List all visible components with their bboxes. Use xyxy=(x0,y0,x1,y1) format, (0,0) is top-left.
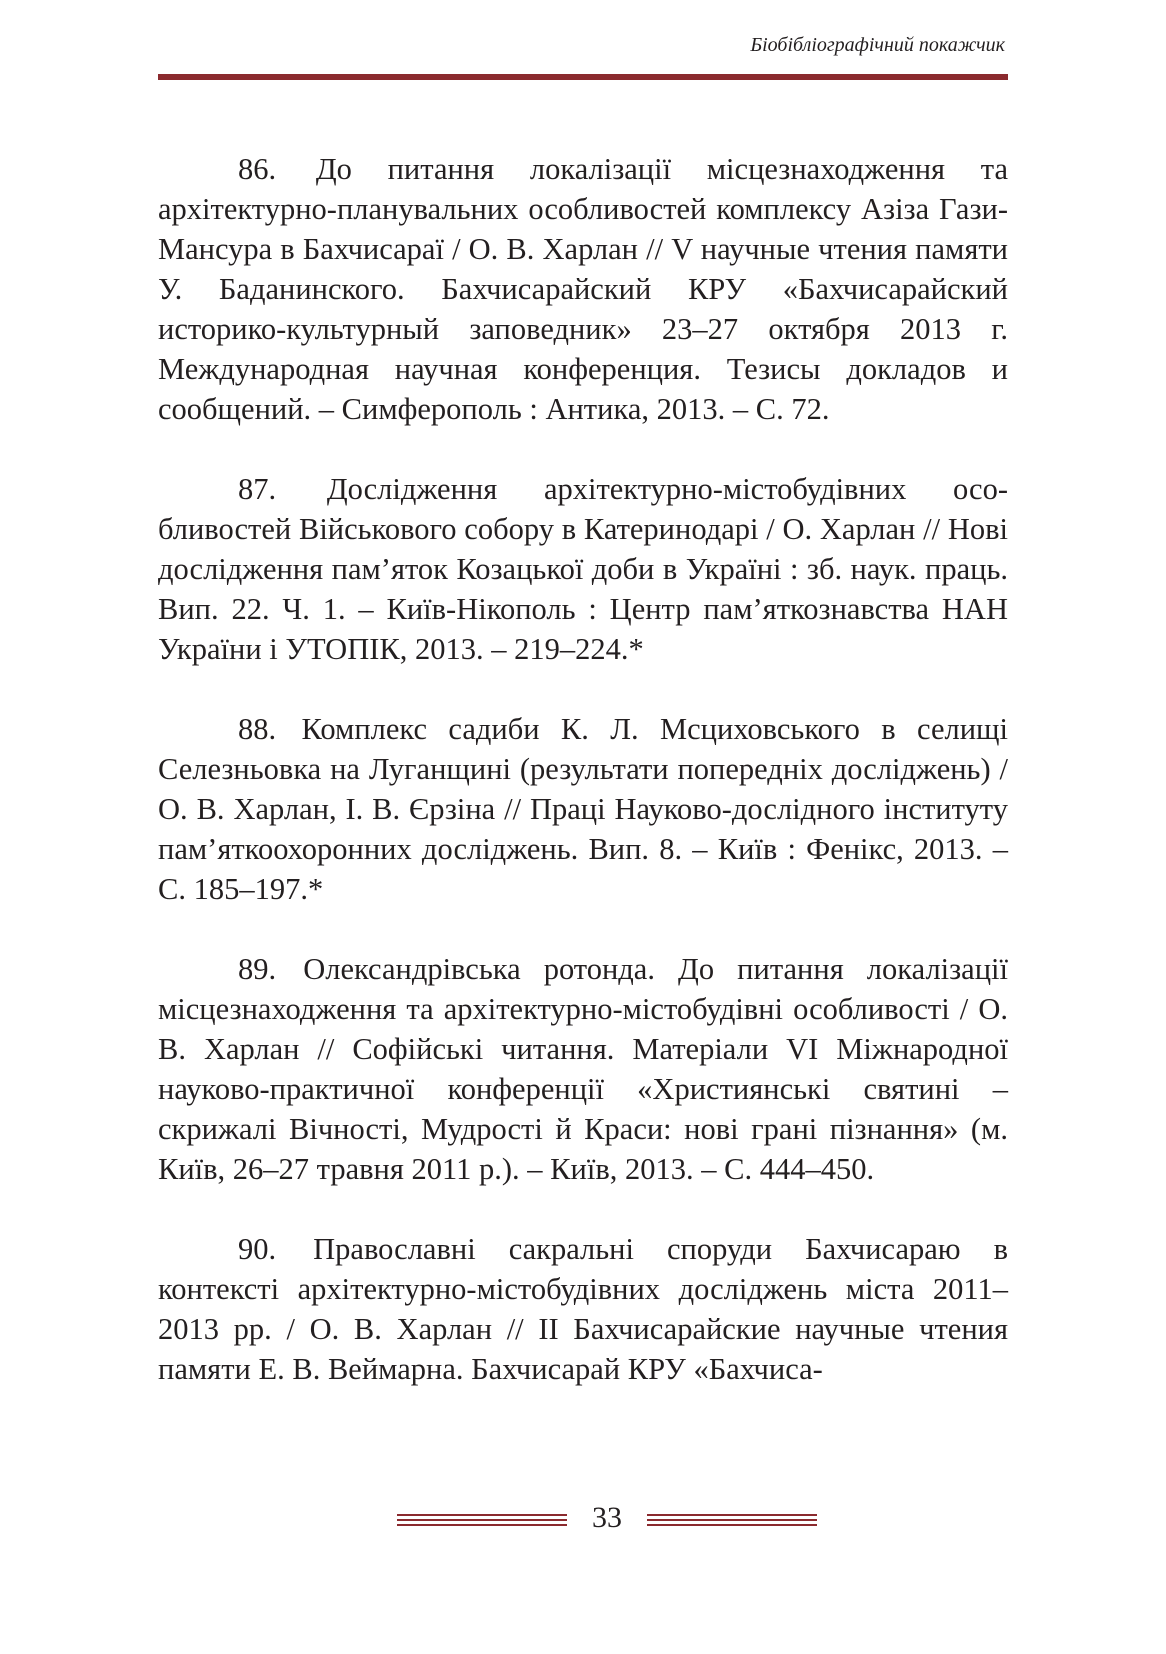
bibliography-entry-87 xyxy=(158,469,1008,669)
page-footer xyxy=(0,1500,1166,1540)
bibliography-entry-90 xyxy=(158,1229,1008,1389)
running-header-title: Біобібліографічний покажчик xyxy=(750,34,1005,56)
bibliography-list xyxy=(158,149,1008,1429)
entry-number: 88. xyxy=(238,712,277,746)
entry-number: 86. xyxy=(238,152,277,186)
bibliography-entry-86 xyxy=(158,149,1008,429)
entry-text: Олександрівська ротонда. До питання локалізації місцезнаходження та архітектурно-містобудівні особливості / О. В. Харлан // Софійські читання. Матеріали VI Міжнародної науково-практичної конференції «Християнські святині – скрижалі Вічності, Мудрості й Краси: нові грані пізнання» (м. Київ, 26–27 травня 2011 р.). – Київ, 2013. – С. 444–450. xyxy=(158,952,1008,1186)
entry-number: 87. xyxy=(238,472,277,506)
bibliography-entry-88 xyxy=(158,709,1008,909)
entry-number: 89. xyxy=(238,952,277,986)
entry-text: Комплекс садиби К. Л. Мсциховського в селищі Селезньовка на Луганщині (результати попередніх досліджень) / О. В. Харлан, І. В. Єрзіна // Праці Науково-дослідного інституту пам’яткоохоронних досліджень. Вип. 8. – Київ : Фенікс, 2013. – С. 185–197.* xyxy=(158,712,1008,906)
entry-text: Дослідження архітектурно-містобудівних особливостей Військового собору в Катеринодарі / О. Харлан // Нові дослідження пам’яток Козацької доби в Україні : зб. наук. праць. Вип. 22. Ч. 1. – Київ-Нікополь : Центр пам’яткознавства НАН України і УТОПІК, 2013. – 219–224.* xyxy=(158,472,1009,666)
footer-ornament-left xyxy=(397,1514,567,1526)
footer-ornament-right xyxy=(647,1514,817,1526)
header-rule xyxy=(158,74,1008,80)
entry-text: Православні сакральні споруди Бахчисараю в контексті архітектурно-містобудівних досліджень міста 2011–2013 рр. / О. В. Харлан // II Бахчисарайские научные чтения памяти Е. В. Веймарна. Бахчисарай КРУ «Бахчиса- xyxy=(158,1232,1009,1386)
entry-number: 90. xyxy=(238,1232,277,1266)
page-number: 33 xyxy=(592,1501,622,1534)
entry-text: До питання локалізації місцезнаходження та архітектурно-планувальних особливостей комплексу Азіза Гази-Мансура в Бахчисараї / О. В. Харлан // V научные чтения памяти У. Баданинского. Бахчисарайский КРУ «Бахчисарайский историко-культурный заповедник» 23–27 октября 2013 г. Международная научная конференция. Тезисы докладов и сообщений. – Симферополь : Антика, 2013. – С. 72. xyxy=(158,152,1009,426)
bibliography-entry-89 xyxy=(158,949,1008,1189)
